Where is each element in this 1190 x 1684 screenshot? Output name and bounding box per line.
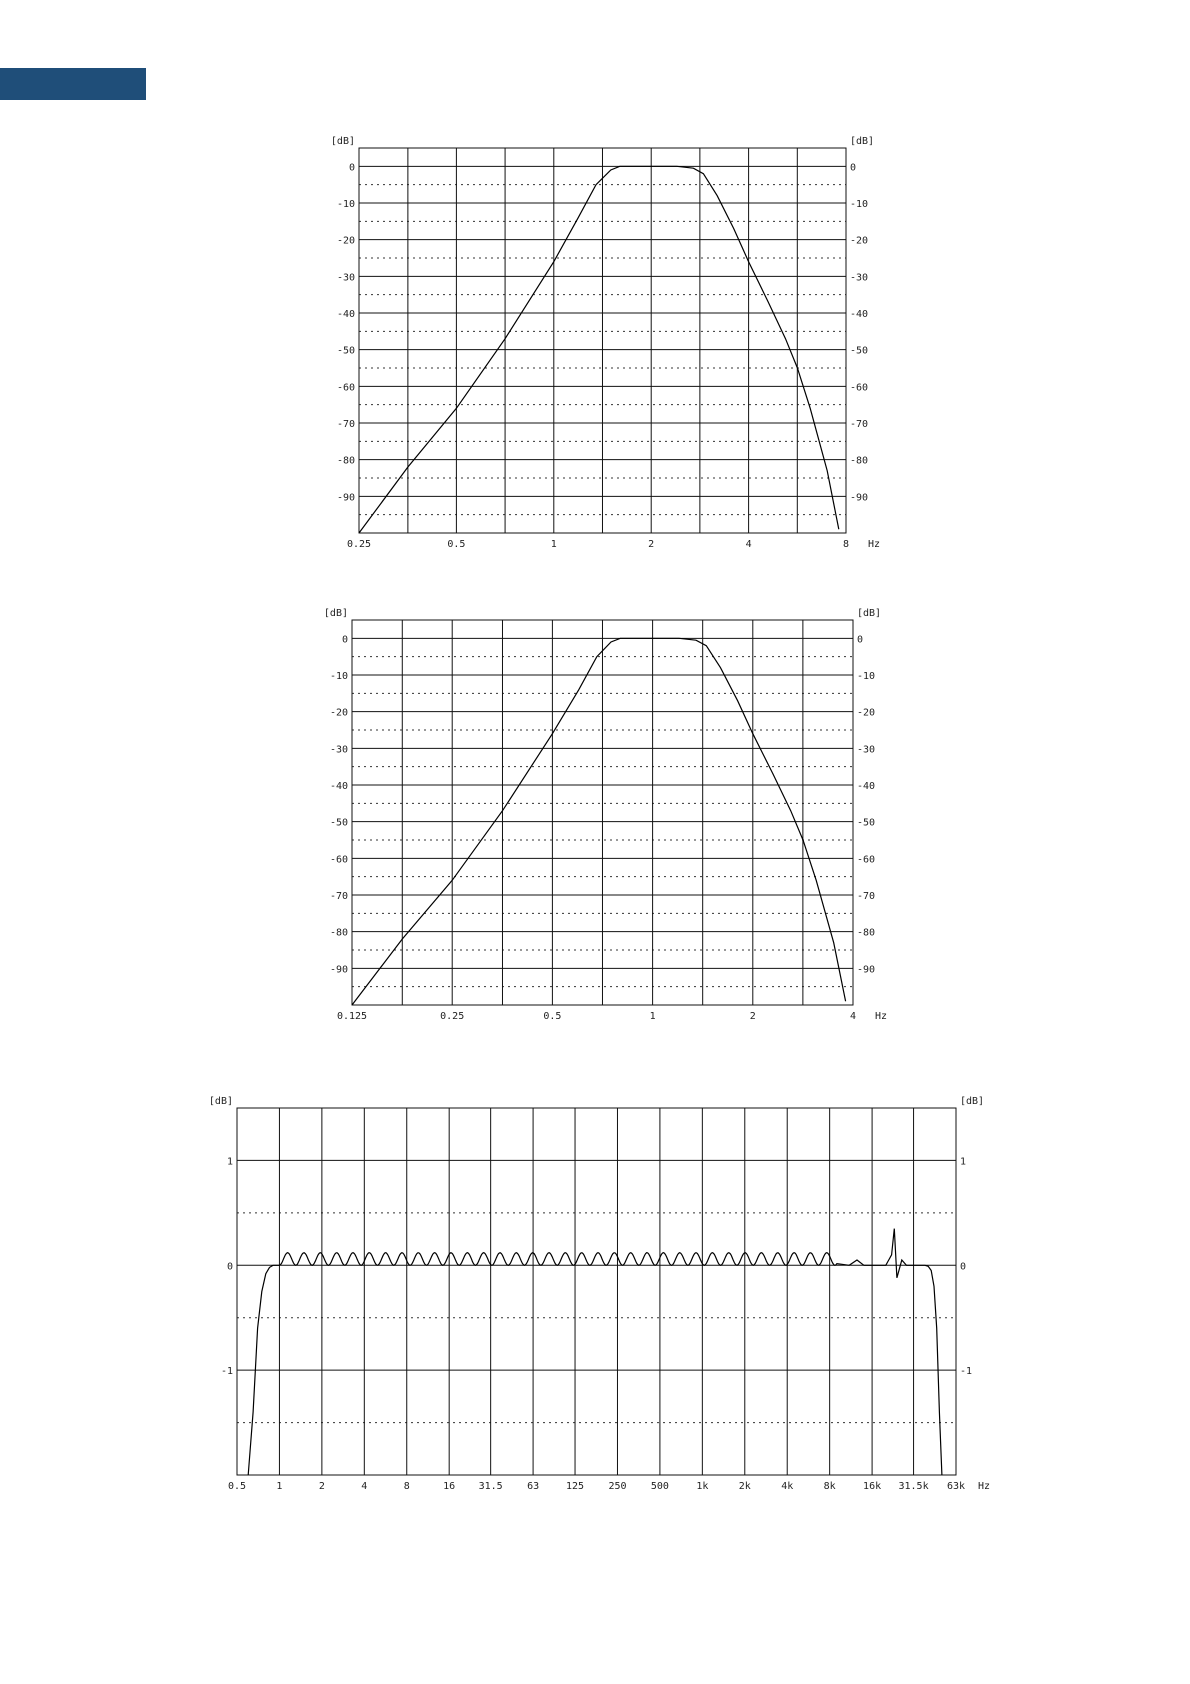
x-tick-label: 8k (823, 1481, 836, 1492)
x-tick-label: 1 (649, 1011, 656, 1022)
x-tick-label: 1 (550, 539, 557, 550)
x-tick-label: 63 (527, 1481, 540, 1492)
y-tick-label-left: -90 (336, 492, 355, 504)
chart-2 (0, 600, 1190, 1040)
y-axis-label-right: [dB] (850, 136, 875, 147)
x-tick-label: 8 (403, 1481, 410, 1492)
x-tick-label: 0.125 (336, 1011, 368, 1022)
x-tick-label: 16k (863, 1481, 882, 1492)
y-tick-label-left: 0 (226, 1261, 233, 1273)
y-tick-label-left: -40 (329, 781, 348, 792)
x-tick-label: 2 (648, 539, 655, 550)
x-tick-label: 31.5 (478, 1481, 503, 1492)
x-axis-unit: Hz (874, 1011, 888, 1022)
y-tick-label-right: -30 (850, 272, 869, 284)
chart-3 (0, 1080, 1190, 1500)
y-tick-label-left: -30 (336, 272, 355, 284)
y-tick-label-right: 0 (960, 1261, 967, 1273)
y-tick-label-left: -10 (336, 199, 355, 210)
y-tick-label-right: -90 (850, 492, 869, 504)
y-tick-label-left: 0 (348, 162, 355, 174)
x-tick-label: 31.5k (898, 1481, 929, 1492)
y-tick-label-left: -1 (220, 1366, 233, 1378)
y-axis-label-right: [dB] (857, 608, 882, 619)
y-tick-label-left: -80 (336, 455, 355, 467)
x-tick-label: 0.5 (447, 539, 466, 550)
y-tick-label-right: -40 (850, 309, 869, 320)
y-axis-label-right: [dB] (960, 1096, 985, 1107)
x-tick-label: 0.5 (543, 1011, 562, 1022)
x-tick-label: 2 (318, 1481, 325, 1492)
y-tick-label-right: 1 (960, 1156, 967, 1168)
y-tick-label-right: -20 (850, 235, 869, 247)
y-tick-label-left: -40 (336, 309, 355, 320)
x-tick-label: 0.25 (440, 1011, 465, 1022)
y-tick-label-right: -50 (850, 345, 869, 357)
y-tick-label-right: -80 (850, 455, 869, 467)
x-tick-label: 500 (650, 1481, 669, 1492)
y-tick-label-right: -20 (857, 707, 876, 719)
y-tick-label-right: -60 (857, 854, 876, 866)
x-tick-label: 1k (696, 1481, 709, 1492)
x-tick-label: 4 (361, 1481, 368, 1492)
x-tick-label: 8 (842, 539, 850, 550)
y-tick-label-left: -60 (329, 854, 348, 866)
y-tick-label-right: -70 (850, 419, 869, 430)
x-tick-label: 0.25 (346, 539, 372, 550)
y-tick-label-right: -50 (857, 817, 876, 829)
y-tick-label-left: -80 (329, 927, 348, 939)
y-tick-label-right: 0 (857, 634, 864, 646)
y-tick-label-right: -10 (857, 671, 876, 682)
y-tick-label-right: -70 (857, 891, 876, 902)
y-tick-label-right: -1 (960, 1366, 973, 1378)
y-axis-label-left: [dB] (330, 136, 355, 147)
header-bar (0, 68, 146, 100)
y-tick-label-left: -90 (329, 964, 348, 976)
y-tick-label-left: -50 (336, 345, 355, 357)
x-tick-label: 4 (849, 1011, 857, 1022)
x-tick-label: 250 (608, 1481, 627, 1492)
y-tick-label-left: 0 (341, 634, 348, 646)
x-tick-label: 4 (745, 539, 752, 550)
y-tick-label-right: -10 (850, 199, 869, 210)
x-tick-label: 2 (749, 1011, 756, 1022)
y-axis-label-left: [dB] (323, 608, 348, 619)
y-tick-label-left: -50 (329, 817, 348, 829)
y-tick-label-left: -20 (336, 235, 355, 247)
x-tick-label: 125 (566, 1481, 585, 1492)
y-tick-label-left: -70 (329, 891, 348, 902)
y-tick-label-left: -10 (329, 671, 348, 682)
x-tick-label: 2k (738, 1481, 751, 1492)
y-tick-label-left: -60 (336, 382, 355, 394)
x-tick-label: 0.5 (227, 1481, 247, 1492)
x-axis-unit: Hz (977, 1481, 991, 1492)
y-axis-label-left: [dB] (208, 1096, 233, 1107)
x-tick-label: 63k (946, 1481, 966, 1492)
y-tick-label-left: 1 (226, 1156, 233, 1168)
y-tick-label-left: -20 (329, 707, 348, 719)
x-tick-label: 16 (443, 1481, 456, 1492)
y-tick-label-left: -30 (329, 744, 348, 756)
y-tick-label-right: -40 (857, 781, 876, 792)
y-tick-label-left: -70 (336, 419, 355, 430)
plot-frame (237, 1108, 956, 1475)
x-tick-label: 1 (276, 1481, 283, 1492)
x-axis-unit: Hz (867, 539, 881, 550)
y-tick-label-right: -60 (850, 382, 869, 394)
y-tick-label-right: -30 (857, 744, 876, 756)
y-tick-label-right: -90 (857, 964, 876, 976)
chart-1 (0, 128, 1190, 568)
y-tick-label-right: 0 (850, 162, 857, 174)
y-tick-label-right: -80 (857, 927, 876, 939)
x-tick-label: 4k (781, 1481, 794, 1492)
